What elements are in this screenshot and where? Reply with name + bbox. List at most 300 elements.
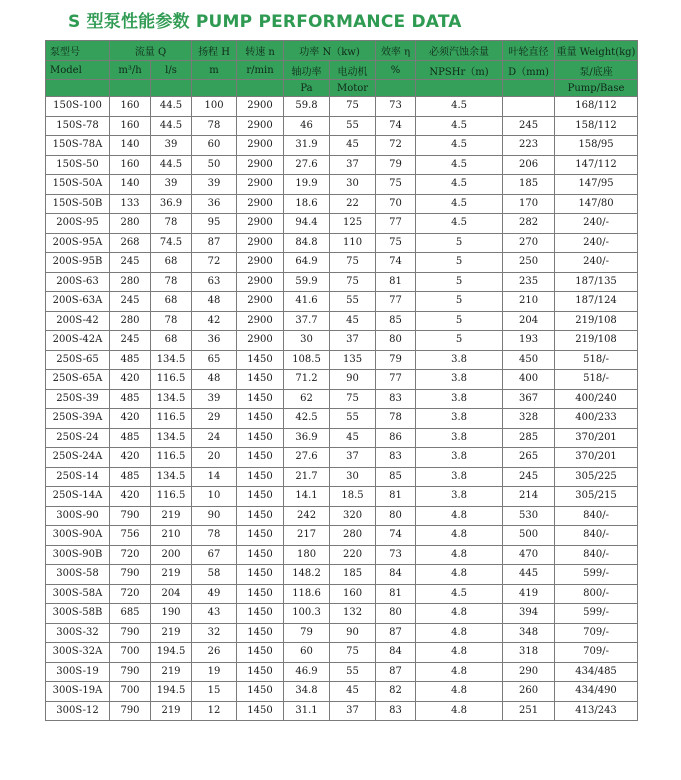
cell-flow-ls: 134.5 [151, 389, 192, 409]
cell-npsh: 4.8 [416, 701, 503, 721]
cell-speed: 1450 [237, 604, 284, 624]
table-row [46, 565, 638, 585]
cell-impeller-diameter: 260 [503, 682, 555, 702]
cell-impeller-diameter: 206 [503, 155, 555, 175]
cell-flow-m3h: 700 [110, 643, 151, 663]
cell-motor-power: 37 [330, 448, 376, 468]
cell-impeller-diameter: 290 [503, 662, 555, 682]
cell-head: 29 [192, 409, 237, 429]
pump-performance-table [45, 40, 638, 721]
cell-weight: 168/112 [555, 97, 638, 117]
header-model-en: Model [46, 61, 110, 80]
table-row [46, 253, 638, 273]
cell-npsh: 4.5 [416, 155, 503, 175]
cell-efficiency: 74 [376, 253, 416, 273]
cell-model: 150S-78A [46, 136, 110, 156]
cell-head: 65 [192, 350, 237, 370]
cell-npsh: 4.5 [416, 175, 503, 195]
header-blank [192, 80, 237, 97]
cell-efficiency: 80 [376, 604, 416, 624]
cell-speed: 1450 [237, 584, 284, 604]
cell-npsh: 4.8 [416, 526, 503, 546]
cell-motor-power: 320 [330, 506, 376, 526]
table-row [46, 526, 638, 546]
cell-speed: 2900 [237, 331, 284, 351]
cell-npsh: 3.8 [416, 409, 503, 429]
cell-motor-power: 75 [330, 97, 376, 117]
cell-efficiency: 83 [376, 389, 416, 409]
cell-model: 250S-65 [46, 350, 110, 370]
table-row [46, 428, 638, 448]
cell-efficiency: 81 [376, 487, 416, 507]
table-row [46, 545, 638, 565]
cell-efficiency: 85 [376, 467, 416, 487]
cell-flow-m3h: 140 [110, 175, 151, 195]
cell-motor-power: 110 [330, 233, 376, 253]
cell-efficiency: 83 [376, 448, 416, 468]
cell-speed: 1450 [237, 389, 284, 409]
table-row [46, 350, 638, 370]
cell-head: 90 [192, 506, 237, 526]
cell-efficiency: 75 [376, 233, 416, 253]
cell-model: 150S-100 [46, 97, 110, 117]
cell-flow-m3h: 420 [110, 409, 151, 429]
cell-npsh: 4.8 [416, 682, 503, 702]
cell-shaft-power: 100.3 [284, 604, 330, 624]
cell-shaft-power: 27.6 [284, 448, 330, 468]
cell-speed: 1450 [237, 350, 284, 370]
cell-npsh: 3.8 [416, 350, 503, 370]
cell-flow-ls: 39 [151, 136, 192, 156]
cell-flow-m3h: 756 [110, 526, 151, 546]
cell-shaft-power: 108.5 [284, 350, 330, 370]
cell-motor-power: 55 [330, 409, 376, 429]
cell-weight: 158/112 [555, 116, 638, 136]
cell-flow-m3h: 790 [110, 623, 151, 643]
cell-speed: 2900 [237, 194, 284, 214]
table-row [46, 409, 638, 429]
cell-impeller-diameter: 400 [503, 370, 555, 390]
cell-speed: 1450 [237, 409, 284, 429]
cell-flow-ls: 134.5 [151, 350, 192, 370]
header-impeller-unit: D（mm) [503, 61, 555, 80]
header-motor-cn: 电动机 [330, 61, 376, 80]
cell-head: 36 [192, 194, 237, 214]
cell-weight: 840/- [555, 506, 638, 526]
table-row [46, 194, 638, 214]
cell-impeller-diameter: 251 [503, 701, 555, 721]
header-blank [503, 80, 555, 97]
cell-weight: 219/108 [555, 331, 638, 351]
header-weight-cn: 泵/底座 [555, 61, 638, 80]
cell-impeller-diameter: 348 [503, 623, 555, 643]
cell-head: 39 [192, 175, 237, 195]
cell-shaft-power: 34.8 [284, 682, 330, 702]
cell-head: 72 [192, 253, 237, 273]
cell-flow-m3h: 790 [110, 662, 151, 682]
cell-flow-m3h: 245 [110, 331, 151, 351]
cell-npsh: 5 [416, 311, 503, 331]
cell-head: 100 [192, 97, 237, 117]
cell-flow-ls: 39 [151, 175, 192, 195]
table-row [46, 116, 638, 136]
cell-head: 95 [192, 214, 237, 234]
cell-speed: 1450 [237, 448, 284, 468]
cell-head: 19 [192, 662, 237, 682]
cell-flow-m3h: 790 [110, 701, 151, 721]
cell-impeller-diameter [503, 97, 555, 117]
cell-speed: 1450 [237, 370, 284, 390]
header-blank [151, 80, 192, 97]
cell-motor-power: 132 [330, 604, 376, 624]
cell-shaft-power: 71.2 [284, 370, 330, 390]
cell-flow-ls: 219 [151, 623, 192, 643]
cell-speed: 2900 [237, 214, 284, 234]
cell-model: 300S-58B [46, 604, 110, 624]
cell-flow-ls: 68 [151, 331, 192, 351]
cell-model: 200S-63A [46, 292, 110, 312]
table-row [46, 97, 638, 117]
cell-flow-m3h: 245 [110, 292, 151, 312]
cell-speed: 2900 [237, 155, 284, 175]
cell-impeller-diameter: 223 [503, 136, 555, 156]
cell-head: 63 [192, 272, 237, 292]
header-model-cn: 泵型号 [46, 41, 110, 61]
cell-head: 78 [192, 116, 237, 136]
cell-impeller-diameter: 235 [503, 272, 555, 292]
cell-head: 20 [192, 448, 237, 468]
table-row [46, 623, 638, 643]
cell-impeller-diameter: 204 [503, 311, 555, 331]
cell-efficiency: 86 [376, 428, 416, 448]
cell-shaft-power: 59.9 [284, 272, 330, 292]
cell-weight: 240/- [555, 253, 638, 273]
cell-flow-ls: 116.5 [151, 370, 192, 390]
cell-model: 150S-50 [46, 155, 110, 175]
cell-model: 250S-24A [46, 448, 110, 468]
cell-npsh: 5 [416, 233, 503, 253]
cell-efficiency: 72 [376, 136, 416, 156]
cell-npsh: 3.8 [416, 370, 503, 390]
cell-flow-m3h: 245 [110, 253, 151, 273]
cell-impeller-diameter: 245 [503, 467, 555, 487]
header-flow-unit-ls: l/s [151, 61, 192, 80]
cell-weight: 370/201 [555, 428, 638, 448]
cell-weight: 800/- [555, 584, 638, 604]
cell-model: 300S-19 [46, 662, 110, 682]
table-row [46, 389, 638, 409]
cell-model: 300S-19A [46, 682, 110, 702]
table-row [46, 643, 638, 663]
table-row [46, 604, 638, 624]
cell-impeller-diameter: 270 [503, 233, 555, 253]
cell-flow-ls: 36.9 [151, 194, 192, 214]
cell-head: 42 [192, 311, 237, 331]
cell-head: 43 [192, 604, 237, 624]
cell-shaft-power: 31.1 [284, 701, 330, 721]
cell-impeller-diameter: 210 [503, 292, 555, 312]
cell-flow-m3h: 485 [110, 428, 151, 448]
cell-flow-ls: 219 [151, 565, 192, 585]
header-head-unit: m [192, 61, 237, 80]
cell-flow-m3h: 160 [110, 97, 151, 117]
cell-flow-m3h: 280 [110, 272, 151, 292]
table-row [46, 214, 638, 234]
cell-head: 78 [192, 526, 237, 546]
cell-flow-ls: 210 [151, 526, 192, 546]
cell-efficiency: 81 [376, 584, 416, 604]
cell-speed: 1450 [237, 506, 284, 526]
cell-motor-power: 90 [330, 623, 376, 643]
cell-flow-m3h: 420 [110, 487, 151, 507]
cell-efficiency: 79 [376, 155, 416, 175]
header-weight-en: Pump/Base [555, 80, 638, 97]
table-row [46, 370, 638, 390]
cell-efficiency: 80 [376, 331, 416, 351]
cell-flow-m3h: 485 [110, 389, 151, 409]
cell-head: 32 [192, 623, 237, 643]
header-impeller: 叶轮直径 [503, 41, 555, 61]
cell-shaft-power: 46 [284, 116, 330, 136]
cell-weight: 400/233 [555, 409, 638, 429]
cell-flow-m3h: 420 [110, 448, 151, 468]
cell-npsh: 4.5 [416, 214, 503, 234]
cell-npsh: 3.8 [416, 467, 503, 487]
cell-weight: 709/- [555, 623, 638, 643]
cell-motor-power: 75 [330, 643, 376, 663]
cell-speed: 2900 [237, 253, 284, 273]
cell-shaft-power: 118.6 [284, 584, 330, 604]
cell-model: 200S-95A [46, 233, 110, 253]
cell-weight: 219/108 [555, 311, 638, 331]
cell-flow-ls: 194.5 [151, 643, 192, 663]
cell-model: 150S-50A [46, 175, 110, 195]
cell-impeller-diameter: 285 [503, 428, 555, 448]
cell-head: 48 [192, 292, 237, 312]
cell-speed: 1450 [237, 467, 284, 487]
header-weight: 重量 Weight(kg) [555, 41, 638, 61]
cell-shaft-power: 46.9 [284, 662, 330, 682]
cell-efficiency: 77 [376, 292, 416, 312]
cell-weight: 147/95 [555, 175, 638, 195]
cell-flow-ls: 44.5 [151, 116, 192, 136]
table-row [46, 467, 638, 487]
cell-model: 200S-63 [46, 272, 110, 292]
cell-weight: 599/- [555, 604, 638, 624]
cell-head: 36 [192, 331, 237, 351]
cell-weight: 434/485 [555, 662, 638, 682]
cell-npsh: 5 [416, 292, 503, 312]
cell-speed: 1450 [237, 545, 284, 565]
cell-weight: 305/215 [555, 487, 638, 507]
cell-efficiency: 74 [376, 116, 416, 136]
cell-model: 250S-39A [46, 409, 110, 429]
cell-impeller-diameter: 318 [503, 643, 555, 663]
cell-flow-ls: 78 [151, 272, 192, 292]
cell-efficiency: 85 [376, 311, 416, 331]
cell-impeller-diameter: 445 [503, 565, 555, 585]
cell-shaft-power: 18.6 [284, 194, 330, 214]
cell-efficiency: 81 [376, 272, 416, 292]
cell-impeller-diameter: 394 [503, 604, 555, 624]
cell-weight: 434/490 [555, 682, 638, 702]
table-row [46, 506, 638, 526]
cell-model: 200S-42A [46, 331, 110, 351]
cell-efficiency: 77 [376, 214, 416, 234]
cell-impeller-diameter: 530 [503, 506, 555, 526]
header-speed-unit: r/min [237, 61, 284, 80]
cell-weight: 187/124 [555, 292, 638, 312]
table-row [46, 311, 638, 331]
cell-motor-power: 22 [330, 194, 376, 214]
header-flow-unit-m3h: m³/h [110, 61, 151, 80]
cell-impeller-diameter: 245 [503, 116, 555, 136]
cell-motor-power: 55 [330, 662, 376, 682]
cell-efficiency: 74 [376, 526, 416, 546]
cell-impeller-diameter: 500 [503, 526, 555, 546]
cell-speed: 2900 [237, 311, 284, 331]
cell-motor-power: 125 [330, 214, 376, 234]
cell-flow-m3h: 790 [110, 506, 151, 526]
cell-efficiency: 80 [376, 506, 416, 526]
cell-model: 200S-42 [46, 311, 110, 331]
cell-flow-ls: 74.5 [151, 233, 192, 253]
cell-motor-power: 45 [330, 428, 376, 448]
cell-speed: 1450 [237, 487, 284, 507]
table-row [46, 682, 638, 702]
cell-motor-power: 75 [330, 253, 376, 273]
cell-model: 250S-39 [46, 389, 110, 409]
cell-weight: 518/- [555, 350, 638, 370]
cell-shaft-power: 60 [284, 643, 330, 663]
header-npsh: 必须汽蚀余量 [416, 41, 503, 61]
cell-efficiency: 73 [376, 545, 416, 565]
cell-shaft-power: 27.6 [284, 155, 330, 175]
cell-weight: 518/- [555, 370, 638, 390]
cell-speed: 1450 [237, 428, 284, 448]
cell-impeller-diameter: 214 [503, 487, 555, 507]
cell-flow-ls: 44.5 [151, 97, 192, 117]
cell-speed: 1450 [237, 623, 284, 643]
cell-shaft-power: 41.6 [284, 292, 330, 312]
cell-flow-ls: 190 [151, 604, 192, 624]
cell-motor-power: 45 [330, 136, 376, 156]
cell-model: 300S-12 [46, 701, 110, 721]
cell-speed: 2900 [237, 292, 284, 312]
cell-model: 150S-50B [46, 194, 110, 214]
cell-flow-ls: 44.5 [151, 155, 192, 175]
cell-shaft-power: 31.9 [284, 136, 330, 156]
cell-weight: 400/240 [555, 389, 638, 409]
cell-shaft-power: 59.8 [284, 97, 330, 117]
cell-motor-power: 30 [330, 467, 376, 487]
cell-shaft-power: 37.7 [284, 311, 330, 331]
header-npsh-unit: NPSHr（m) [416, 61, 503, 80]
cell-model: 300S-32 [46, 623, 110, 643]
cell-speed: 1450 [237, 701, 284, 721]
cell-weight: 187/135 [555, 272, 638, 292]
cell-speed: 2900 [237, 175, 284, 195]
cell-motor-power: 45 [330, 311, 376, 331]
cell-shaft-power: 148.2 [284, 565, 330, 585]
cell-motor-power: 18.5 [330, 487, 376, 507]
cell-weight: 413/243 [555, 701, 638, 721]
cell-motor-power: 75 [330, 389, 376, 409]
cell-shaft-power: 21.7 [284, 467, 330, 487]
cell-head: 58 [192, 565, 237, 585]
cell-flow-ls: 78 [151, 214, 192, 234]
cell-head: 87 [192, 233, 237, 253]
cell-npsh: 4.8 [416, 545, 503, 565]
cell-motor-power: 280 [330, 526, 376, 546]
cell-weight: 370/201 [555, 448, 638, 468]
header-blank [110, 80, 151, 97]
cell-efficiency: 84 [376, 565, 416, 585]
cell-model: 300S-90 [46, 506, 110, 526]
cell-flow-ls: 116.5 [151, 487, 192, 507]
cell-model: 150S-78 [46, 116, 110, 136]
table-header [46, 41, 638, 97]
cell-efficiency: 87 [376, 662, 416, 682]
cell-motor-power: 37 [330, 155, 376, 175]
header-motor-en: Motor [330, 80, 376, 97]
cell-flow-m3h: 485 [110, 467, 151, 487]
cell-npsh: 4.8 [416, 506, 503, 526]
cell-weight: 305/225 [555, 467, 638, 487]
cell-impeller-diameter: 328 [503, 409, 555, 429]
cell-efficiency: 82 [376, 682, 416, 702]
cell-flow-m3h: 685 [110, 604, 151, 624]
cell-npsh: 4.8 [416, 604, 503, 624]
header-efficiency: 效率 η [376, 41, 416, 61]
cell-weight: 709/- [555, 643, 638, 663]
table-row [46, 584, 638, 604]
cell-flow-ls: 68 [151, 253, 192, 273]
header-head: 扬程 H [192, 41, 237, 61]
cell-npsh: 3.8 [416, 428, 503, 448]
cell-model: 200S-95B [46, 253, 110, 273]
cell-efficiency: 73 [376, 97, 416, 117]
header-shaft-power: 轴功率 [284, 61, 330, 80]
cell-npsh: 5 [416, 272, 503, 292]
cell-head: 49 [192, 584, 237, 604]
cell-efficiency: 79 [376, 350, 416, 370]
cell-shaft-power: 36.9 [284, 428, 330, 448]
cell-npsh: 3.8 [416, 487, 503, 507]
cell-model: 300S-90B [46, 545, 110, 565]
cell-speed: 1450 [237, 526, 284, 546]
cell-npsh: 4.5 [416, 97, 503, 117]
cell-shaft-power: 62 [284, 389, 330, 409]
cell-speed: 1450 [237, 662, 284, 682]
table-row [46, 701, 638, 721]
cell-impeller-diameter: 170 [503, 194, 555, 214]
cell-weight: 840/- [555, 545, 638, 565]
cell-flow-m3h: 280 [110, 311, 151, 331]
cell-weight: 840/- [555, 526, 638, 546]
cell-head: 26 [192, 643, 237, 663]
cell-impeller-diameter: 193 [503, 331, 555, 351]
table-row [46, 155, 638, 175]
cell-shaft-power: 94.4 [284, 214, 330, 234]
cell-npsh: 4.8 [416, 662, 503, 682]
cell-speed: 2900 [237, 97, 284, 117]
header-blank [416, 80, 503, 97]
cell-head: 60 [192, 136, 237, 156]
header-flow: 流量 Q [110, 41, 192, 61]
cell-flow-m3h: 268 [110, 233, 151, 253]
cell-flow-m3h: 720 [110, 584, 151, 604]
